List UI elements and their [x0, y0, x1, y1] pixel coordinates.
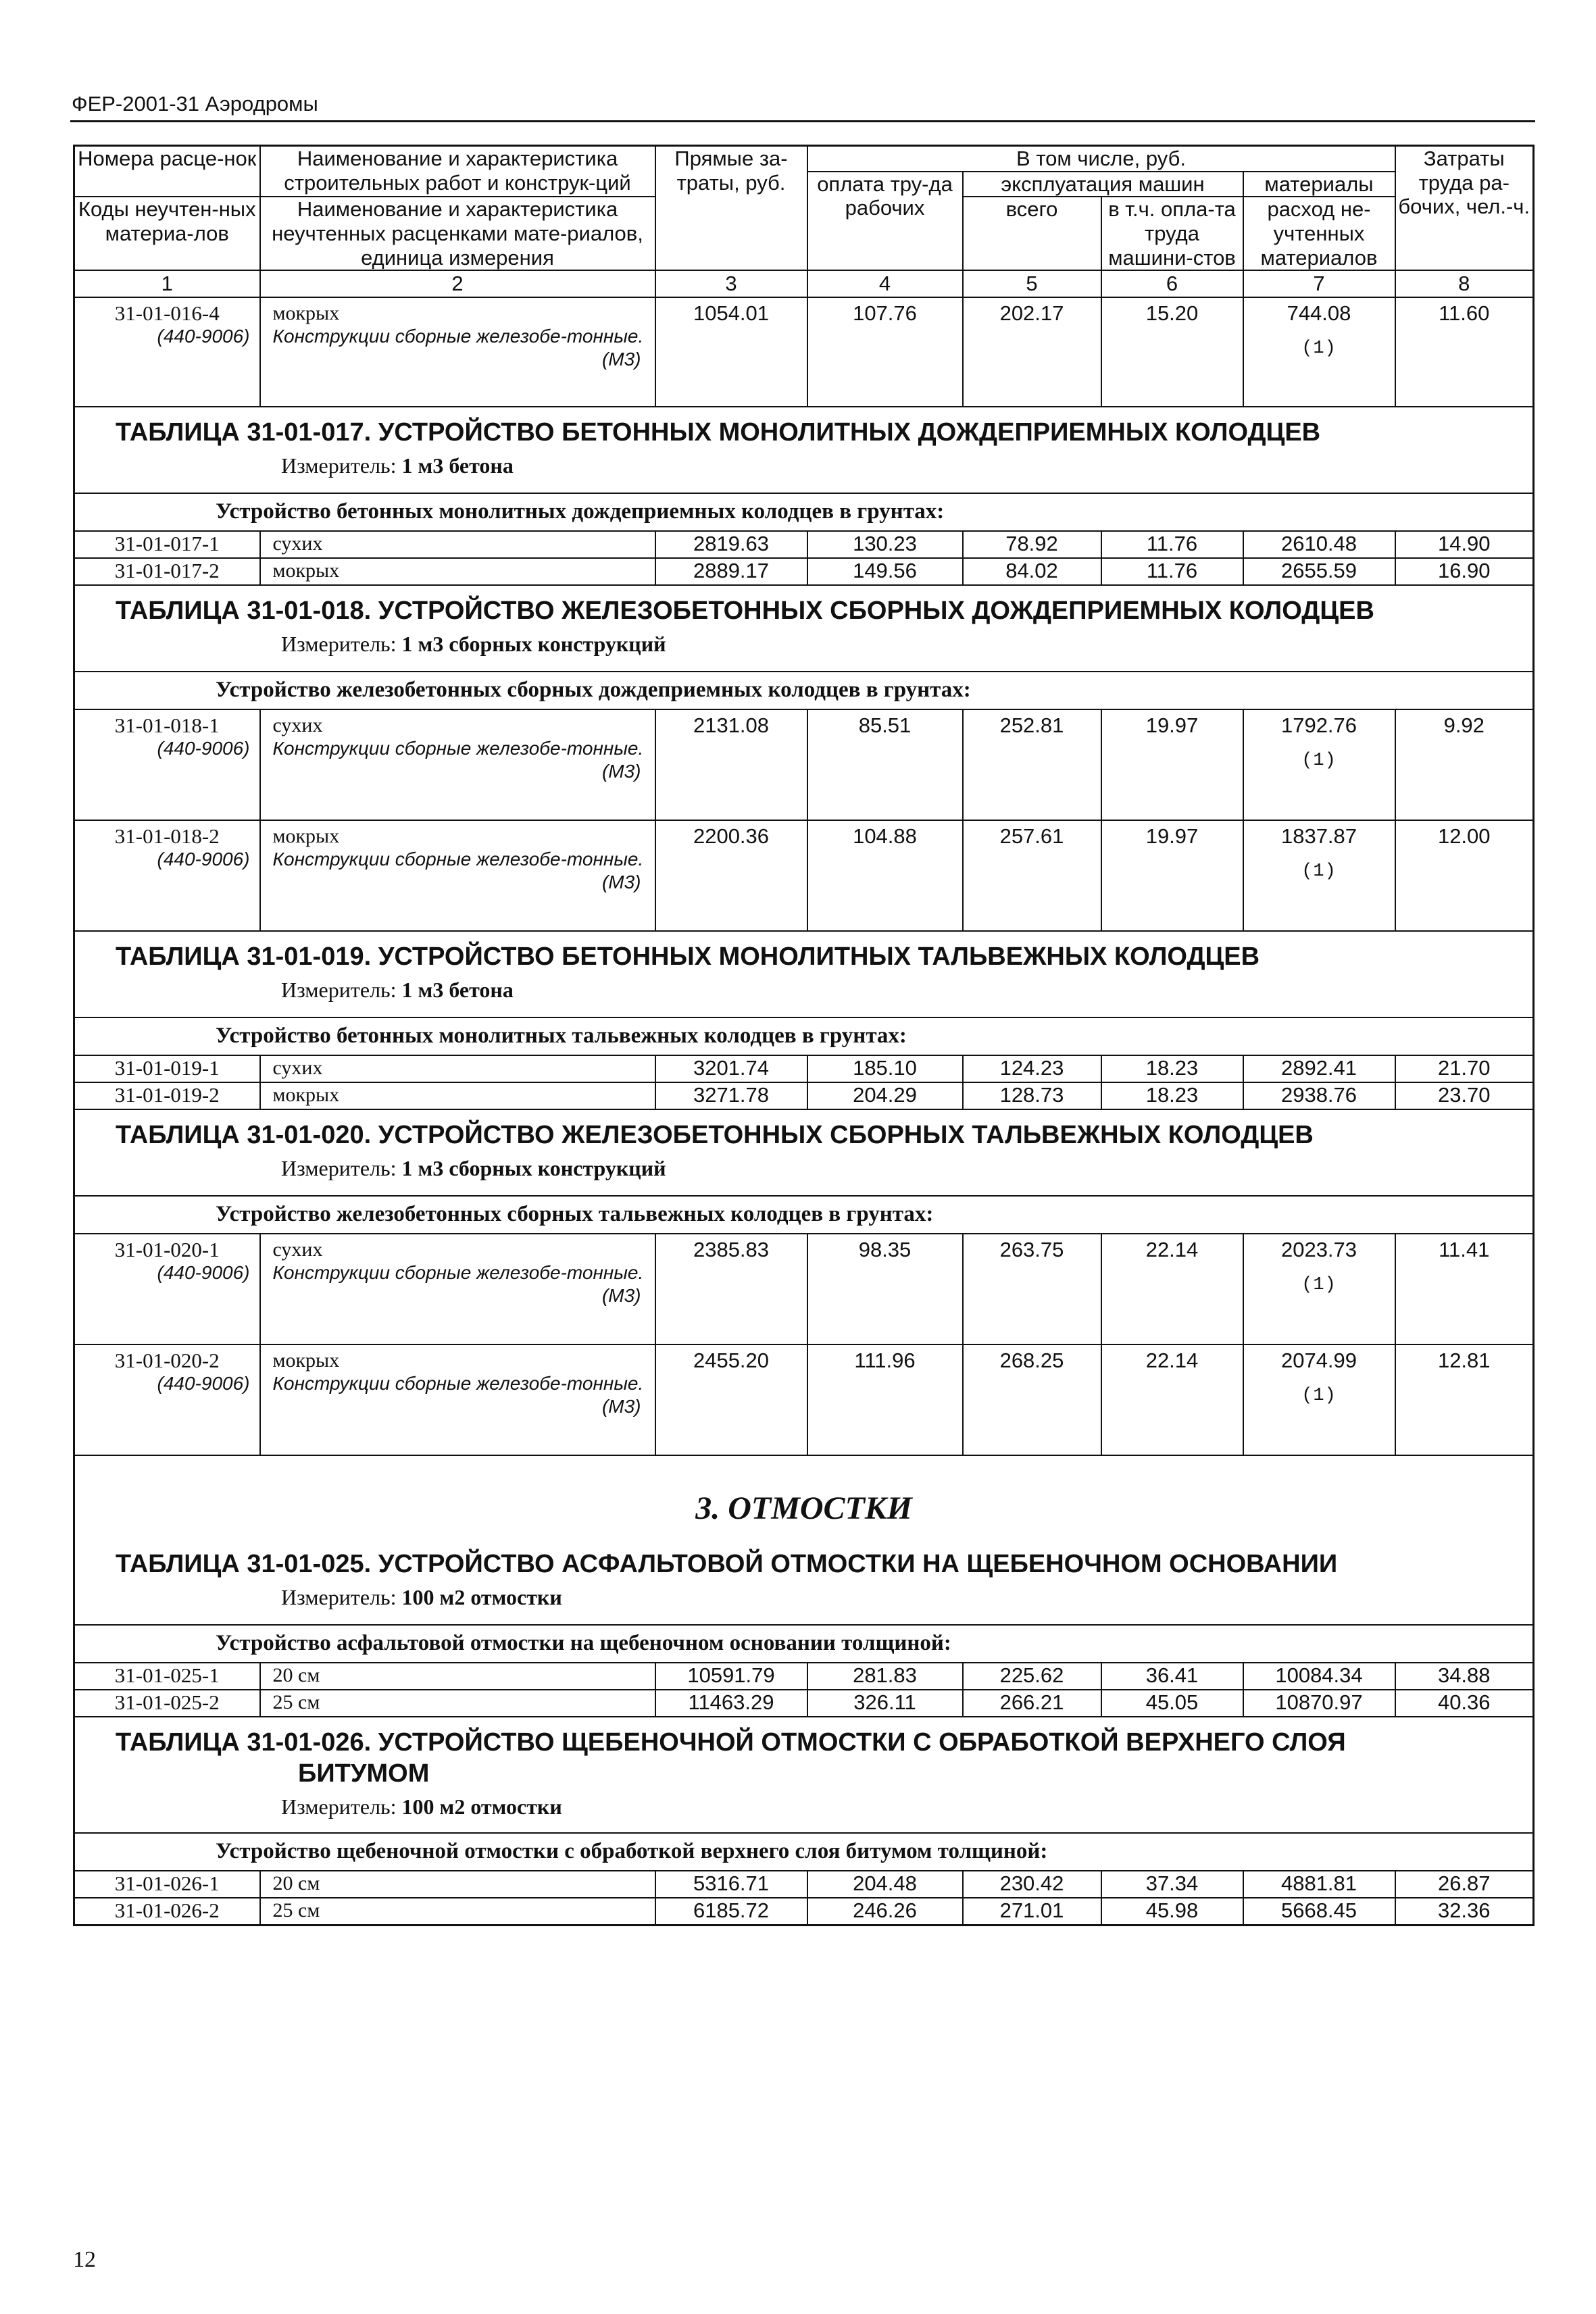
materials: 10870.97	[1243, 1690, 1395, 1717]
subsection-title: Устройство бетонных монолитных дождеприемных колодцев в грунтах:	[216, 499, 945, 524]
col-machines-header: эксплуатация машин	[963, 172, 1243, 197]
direct-costs: 2200.36	[655, 820, 807, 931]
page-header	[70, 86, 1535, 122]
material-name: Конструкции сборные железобе-тонные.	[272, 1373, 644, 1394]
machines-total: 78.92	[963, 531, 1101, 558]
machines-total: 266.21	[963, 1690, 1101, 1717]
measurer-value: 1 м3 сборных конструкций	[401, 1156, 666, 1181]
column-number: 7	[1243, 270, 1395, 297]
machinist-wages: 22.14	[1101, 1344, 1243, 1455]
table-row	[74, 297, 1534, 407]
table-title-row	[74, 1547, 1534, 1625]
machines-total: 225.62	[963, 1663, 1101, 1690]
work-description	[260, 1690, 655, 1717]
machinist-wages: 15.20	[1101, 297, 1243, 407]
work-description	[260, 820, 655, 931]
material-unit: (М3)	[601, 349, 641, 370]
work-description	[260, 531, 655, 558]
subsection-cell	[74, 1625, 1534, 1663]
column-number: 2	[260, 270, 655, 297]
table-title-row	[74, 585, 1534, 672]
material-name: Конструкции сборные железобе-тонные.	[272, 1262, 644, 1284]
direct-costs: 5316.71	[655, 1871, 807, 1898]
direct-costs: 1054.01	[655, 297, 807, 407]
table-row	[74, 531, 1534, 558]
measurer	[116, 632, 1526, 657]
table-title-row	[74, 931, 1534, 1017]
wages: 130.23	[807, 531, 963, 558]
column-number: 8	[1395, 270, 1534, 297]
work-description	[260, 1871, 655, 1898]
machinist-wages: 18.23	[1101, 1082, 1243, 1109]
rate-code: 31-01-020-1	[114, 1238, 220, 1262]
table-title: ТАБЛИЦА 31-01-025. УСТРОЙСТВО АСФАЛЬТОВОЙ ОТМОСТКИ НА ЩЕБЕНОЧНОМ ОСНОВАНИИ	[116, 1550, 1338, 1579]
subsection-row	[74, 1196, 1534, 1234]
labor-costs: 12.00	[1395, 820, 1534, 931]
machines-total: 271.01	[963, 1898, 1101, 1926]
page-number: 12	[73, 2247, 96, 2272]
work-name: сухих	[272, 1057, 323, 1080]
subsection-cell	[74, 1017, 1534, 1055]
material-quantity: (1)	[1301, 751, 1337, 772]
machinist-wages: 18.23	[1101, 1055, 1243, 1082]
wages: 85.51	[807, 709, 963, 820]
table-row	[74, 1663, 1534, 1690]
machinist-wages: 45.98	[1101, 1898, 1243, 1926]
rate-code: 31-01-025-2	[74, 1690, 260, 1717]
machines-total: 230.42	[963, 1871, 1101, 1898]
direct-costs: 2385.83	[655, 1234, 807, 1344]
work-name: 20 см	[272, 1664, 320, 1687]
subsection-title: Устройство асфальтовой отмостки на щебеночном основании толщиной:	[216, 1631, 951, 1656]
subsection-title: Устройство железобетонных сборных дождеприемных колодцев в грунтах:	[216, 678, 971, 703]
labor-costs: 21.70	[1395, 1055, 1534, 1082]
work-description	[260, 297, 655, 407]
direct-costs: 3271.78	[655, 1082, 807, 1109]
table-title-row	[74, 407, 1534, 493]
col-unaccounted-materials-header: расход не-учтенных материалов	[1243, 197, 1395, 270]
measurer-label: Измеритель:	[281, 1794, 397, 1819]
machinist-wages: 11.76	[1101, 558, 1243, 585]
column-number: 3	[655, 270, 807, 297]
machines-total: 124.23	[963, 1055, 1101, 1082]
rate-code: 31-01-025-1	[74, 1663, 260, 1690]
work-name: сухих	[272, 1238, 323, 1261]
work-description	[260, 1055, 655, 1082]
subsection-row	[74, 1625, 1534, 1663]
materials-cell	[1243, 1344, 1395, 1455]
materials: 2892.41	[1243, 1055, 1395, 1082]
subsection-row	[74, 672, 1534, 709]
rate-code: 31-01-019-1	[74, 1055, 260, 1082]
rate-code: 31-01-019-2	[74, 1082, 260, 1109]
materials-cell	[1243, 709, 1395, 820]
materials: 5668.45	[1243, 1898, 1395, 1926]
col-wages-header: оплата тру-да рабочих	[807, 172, 963, 271]
table-title-continued: БИТУМОМ	[298, 1759, 430, 1788]
table-row	[74, 558, 1534, 585]
table-row	[74, 1055, 1534, 1082]
material-unit: (М3)	[601, 872, 641, 893]
column-numbers-row	[74, 270, 1534, 297]
subsection-title: Устройство щебеночной отмостки с обработкой верхнего слоя битумом толщиной:	[216, 1839, 1048, 1864]
col-machines-total-header: всего	[963, 197, 1101, 270]
subsection-title: Устройство бетонных монолитных тальвежных колодцев в грунтах:	[216, 1024, 907, 1049]
column-number: 4	[807, 270, 963, 297]
subsection-cell	[74, 1196, 1534, 1234]
work-name: мокрых	[272, 302, 340, 325]
material-name: Конструкции сборные железобе-тонные.	[272, 738, 644, 759]
table-title-block	[74, 1717, 1534, 1833]
work-name: 20 см	[272, 1872, 320, 1895]
direct-costs: 6185.72	[655, 1898, 807, 1926]
material-code: (440-9006)	[157, 738, 250, 759]
machinist-wages: 37.34	[1101, 1871, 1243, 1898]
work-description	[260, 1898, 655, 1926]
table-row	[74, 1082, 1534, 1109]
materials: 2074.99	[1280, 1349, 1357, 1373]
table-title-block	[74, 931, 1534, 1017]
material-code: (440-9006)	[157, 1373, 250, 1394]
material-code: (440-9006)	[157, 1262, 250, 1284]
column-number: 1	[74, 270, 260, 297]
labor-costs: 14.90	[1395, 531, 1534, 558]
materials: 1792.76	[1280, 713, 1357, 738]
measurer	[116, 1585, 1526, 1610]
measurer	[116, 1156, 1526, 1181]
table-title-block	[74, 407, 1534, 493]
table-row	[74, 1234, 1534, 1344]
material-code: (440-9006)	[157, 326, 250, 347]
machines-total: 84.02	[963, 558, 1101, 585]
measurer-label: Измеритель:	[281, 1156, 397, 1181]
materials-cell	[1243, 1234, 1395, 1344]
labor-costs: 16.90	[1395, 558, 1534, 585]
rate-code: 31-01-018-1	[114, 713, 220, 738]
labor-costs: 9.92	[1395, 709, 1534, 820]
wages: 246.26	[807, 1898, 963, 1926]
section-heading-cell	[74, 1455, 1534, 1547]
col-including-header: В том числе, руб.	[807, 146, 1395, 172]
wages: 326.11	[807, 1690, 963, 1717]
section-heading-row	[74, 1455, 1534, 1547]
machines-total: 268.25	[963, 1344, 1101, 1455]
wages: 185.10	[807, 1055, 963, 1082]
measurer	[116, 453, 1526, 478]
rate-code-cell	[74, 297, 260, 407]
table-title-block	[74, 1547, 1534, 1625]
wages: 204.48	[807, 1871, 963, 1898]
material-name: Конструкции сборные железобе-тонные.	[272, 849, 644, 870]
material-quantity: (1)	[1301, 1275, 1337, 1296]
labor-costs: 40.36	[1395, 1690, 1534, 1717]
material-unit: (М3)	[601, 761, 641, 782]
machinist-wages: 19.97	[1101, 820, 1243, 931]
materials: 4881.81	[1243, 1871, 1395, 1898]
labor-costs: 11.60	[1395, 297, 1534, 407]
rate-code: 31-01-026-1	[74, 1871, 260, 1898]
machines-total: 202.17	[963, 297, 1101, 407]
rate-code: 31-01-026-2	[74, 1898, 260, 1926]
measurer	[116, 978, 1526, 1003]
document-title: ФЕР-2001-31 Аэродромы	[72, 92, 318, 116]
rate-code-cell	[74, 1344, 260, 1455]
rate-code: 31-01-017-2	[74, 558, 260, 585]
rate-code: 31-01-020-2	[114, 1349, 220, 1373]
subsection-cell	[74, 1833, 1534, 1871]
work-name: мокрых	[272, 559, 340, 582]
section-heading: 3. ОТМОСТКИ	[695, 1490, 912, 1527]
col-machinist-wages-header: в т.ч. опла-та труда машини-стов	[1101, 197, 1243, 270]
machinist-wages: 36.41	[1101, 1663, 1243, 1690]
subsection-cell	[74, 493, 1534, 531]
labor-costs: 32.36	[1395, 1898, 1534, 1926]
col-material-names-header: Наименование и характеристика неучтенных расценками мате-риалов, единица измерения	[260, 197, 655, 270]
table-row	[74, 1871, 1534, 1898]
wages: 98.35	[807, 1234, 963, 1344]
work-description	[260, 1234, 655, 1344]
materials: 2023.73	[1280, 1238, 1357, 1262]
table-row	[74, 1898, 1534, 1926]
subsection-cell	[74, 672, 1534, 709]
labor-costs: 26.87	[1395, 1871, 1534, 1898]
work-name: 25 см	[272, 1691, 320, 1714]
measurer-label: Измеритель:	[281, 978, 397, 1003]
direct-costs: 2455.20	[655, 1344, 807, 1455]
machines-total: 257.61	[963, 820, 1101, 931]
measurer-value: 1 м3 бетона	[401, 978, 514, 1003]
materials: 2655.59	[1243, 558, 1395, 585]
measurer-label: Измеритель:	[281, 632, 397, 657]
material-quantity: (1)	[1301, 861, 1337, 882]
direct-costs: 2889.17	[655, 558, 807, 585]
table-row	[74, 820, 1534, 931]
col-material-codes-header: Коды неучтен-ных материа-лов	[74, 197, 260, 270]
wages: 111.96	[807, 1344, 963, 1455]
direct-costs: 11463.29	[655, 1690, 807, 1717]
table-row	[74, 1690, 1534, 1717]
materials: 2610.48	[1243, 531, 1395, 558]
col-labor-costs-header: Затраты труда ра-бочих, чел.-ч.	[1395, 146, 1534, 271]
col-rate-number-header: Номера расце-нок	[74, 146, 260, 197]
table-title-row	[74, 1717, 1534, 1833]
material-code: (440-9006)	[157, 849, 250, 870]
machinist-wages: 45.05	[1101, 1690, 1243, 1717]
subsection-title: Устройство железобетонных сборных тальвежных колодцев в грунтах:	[216, 1202, 934, 1227]
work-name: сухих	[272, 714, 323, 737]
materials: 744.08	[1287, 301, 1351, 326]
labor-costs: 12.81	[1395, 1344, 1534, 1455]
machines-total: 263.75	[963, 1234, 1101, 1344]
work-name: мокрых	[272, 825, 340, 848]
machinist-wages: 11.76	[1101, 531, 1243, 558]
material-quantity: (1)	[1301, 338, 1337, 359]
materials: 2938.76	[1243, 1082, 1395, 1109]
column-number: 5	[963, 270, 1101, 297]
measurer-value: 1 м3 сборных конструкций	[401, 632, 666, 657]
labor-costs: 11.41	[1395, 1234, 1534, 1344]
machinist-wages: 22.14	[1101, 1234, 1243, 1344]
col-materials-header: материалы	[1243, 172, 1395, 197]
direct-costs: 2819.63	[655, 531, 807, 558]
work-description	[260, 1344, 655, 1455]
work-name: мокрых	[272, 1349, 340, 1372]
column-number: 6	[1101, 270, 1243, 297]
col-work-name-header: Наименование и характеристика строительных работ и конструк-ций	[260, 146, 655, 197]
table-title: ТАБЛИЦА 31-01-019. УСТРОЙСТВО БЕТОННЫХ МОНОЛИТНЫХ ТАЛЬВЕЖНЫХ КОЛОДЦЕВ	[116, 942, 1260, 972]
machines-total: 252.81	[963, 709, 1101, 820]
table-title: ТАБЛИЦА 31-01-017. УСТРОЙСТВО БЕТОННЫХ МОНОЛИТНЫХ ДОЖДЕПРИЕМНЫХ КОЛОДЦЕВ	[116, 418, 1321, 447]
work-description	[260, 558, 655, 585]
wages: 104.88	[807, 820, 963, 931]
rate-code: 31-01-016-4	[114, 301, 220, 326]
table-title: ТАБЛИЦА 31-01-026. УСТРОЙСТВО ЩЕБЕНОЧНОЙ ОТМОСТКИ С ОБРАБОТКОЙ ВЕРХНЕГО СЛОЯ	[116, 1728, 1346, 1757]
direct-costs: 3201.74	[655, 1055, 807, 1082]
rate-code-cell	[74, 709, 260, 820]
table-title-block	[74, 585, 1534, 672]
material-name: Конструкции сборные железобе-тонные.	[272, 326, 644, 347]
measurer-label: Измеритель:	[281, 453, 397, 478]
rate-code-cell	[74, 1234, 260, 1344]
work-description	[260, 1663, 655, 1690]
materials: 10084.34	[1243, 1663, 1395, 1690]
col-direct-costs-header: Прямые за-траты, руб.	[655, 146, 807, 271]
work-description	[260, 1082, 655, 1109]
labor-costs: 34.88	[1395, 1663, 1534, 1690]
labor-costs: 23.70	[1395, 1082, 1534, 1109]
table-title-block	[74, 1109, 1534, 1196]
table-row	[74, 709, 1534, 820]
table-title: ТАБЛИЦА 31-01-018. УСТРОЙСТВО ЖЕЛЕЗОБЕТОННЫХ СБОРНЫХ ДОЖДЕПРИЕМНЫХ КОЛОДЦЕВ	[116, 597, 1374, 626]
direct-costs: 2131.08	[655, 709, 807, 820]
measurer-value: 1 м3 бетона	[401, 453, 514, 478]
material-unit: (М3)	[601, 1396, 641, 1417]
subsection-row	[74, 1833, 1534, 1871]
rates-table-wrapper	[73, 145, 1532, 1926]
wages: 149.56	[807, 558, 963, 585]
direct-costs: 10591.79	[655, 1663, 807, 1690]
work-name: сухих	[272, 532, 323, 555]
machines-total: 128.73	[963, 1082, 1101, 1109]
measurer	[116, 1794, 1526, 1819]
rates-table	[73, 145, 1535, 1926]
materials-cell	[1243, 820, 1395, 931]
machinist-wages: 19.97	[1101, 709, 1243, 820]
materials-cell	[1243, 297, 1395, 407]
subsection-row	[74, 493, 1534, 531]
table-title: ТАБЛИЦА 31-01-020. УСТРОЙСТВО ЖЕЛЕЗОБЕТОННЫХ СБОРНЫХ ТАЛЬВЕЖНЫХ КОЛОДЦЕВ	[116, 1121, 1314, 1150]
work-name: мокрых	[272, 1084, 340, 1107]
rate-code: 31-01-017-1	[74, 531, 260, 558]
subsection-row	[74, 1017, 1534, 1055]
wages: 281.83	[807, 1663, 963, 1690]
rate-code-cell	[74, 820, 260, 931]
material-quantity: (1)	[1301, 1386, 1337, 1407]
measurer-label: Измеритель:	[281, 1585, 397, 1610]
materials: 1837.87	[1280, 824, 1357, 849]
table-row	[74, 1344, 1534, 1455]
wages: 107.76	[807, 297, 963, 407]
work-name: 25 см	[272, 1899, 320, 1922]
material-unit: (М3)	[601, 1285, 641, 1307]
rate-code: 31-01-018-2	[114, 824, 220, 849]
measurer-value: 100 м2 отмостки	[401, 1585, 562, 1610]
measurer-value: 100 м2 отмостки	[401, 1794, 562, 1819]
work-description	[260, 709, 655, 820]
wages: 204.29	[807, 1082, 963, 1109]
header-row	[74, 146, 1534, 172]
table-title-row	[74, 1109, 1534, 1196]
